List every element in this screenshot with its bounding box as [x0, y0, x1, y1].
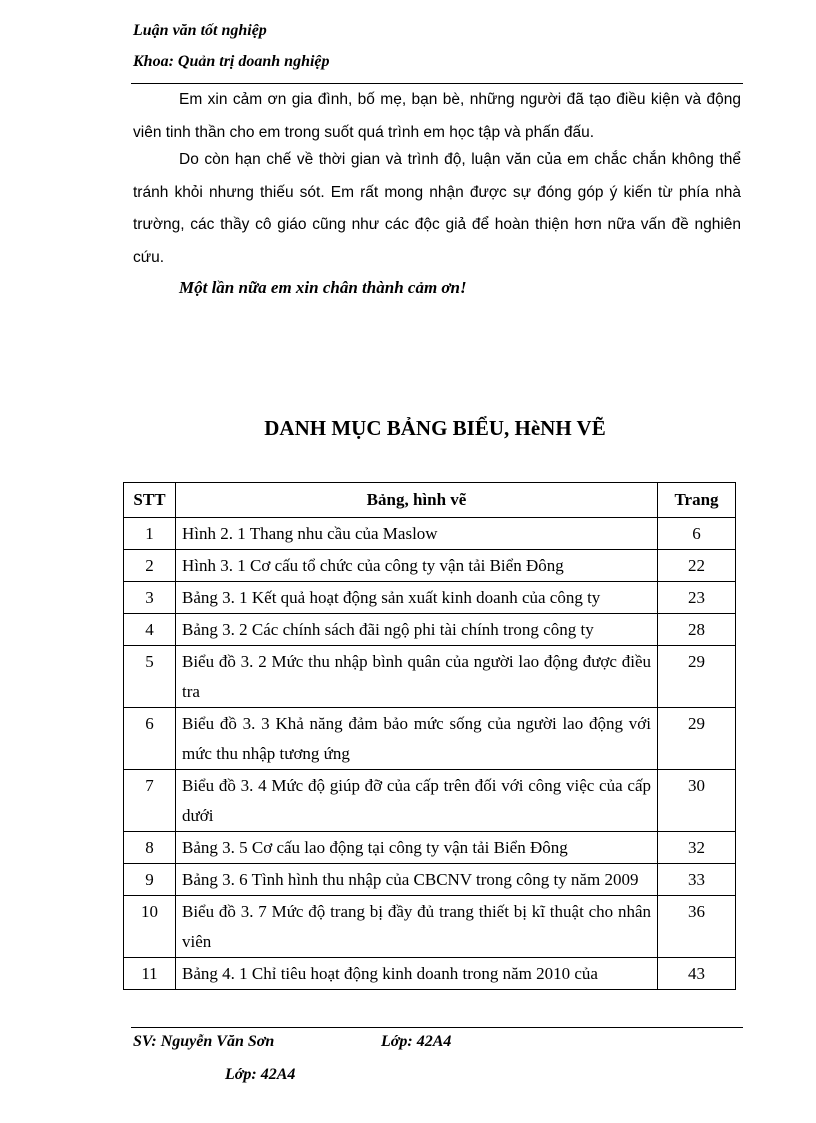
- row-page: 29: [658, 708, 736, 770]
- table-row: [124, 770, 736, 832]
- header-faculty-label: Khoa: Quản trị doanh nghiệp: [133, 53, 330, 70]
- row-stt: 6: [124, 708, 176, 770]
- row-stt: 9: [124, 864, 176, 896]
- figures-table: [123, 482, 736, 990]
- row-page: 22: [658, 550, 736, 582]
- row-stt: 1: [124, 518, 176, 550]
- table-header-row: [124, 483, 736, 518]
- footer-divider: [131, 1027, 743, 1028]
- row-title: Bảng 3. 5 Cơ cấu lao động tại công ty vận tải Biển Đông: [176, 832, 658, 864]
- row-title: Biểu đồ 3. 3 Khả năng đảm bảo mức sống của người lao động với mức thu nhập tương ứng: [176, 708, 658, 770]
- row-stt: 2: [124, 550, 176, 582]
- table-row: [124, 614, 736, 646]
- row-title: Bảng 3. 2 Các chính sách đãi ngộ phi tài chính trong công ty: [176, 614, 658, 646]
- row-title: Bảng 4. 1 Chỉ tiêu hoạt động kinh doanh trong năm 2010 của: [176, 958, 658, 990]
- row-stt: 4: [124, 614, 176, 646]
- table-row: [124, 958, 736, 990]
- footer-class-repeat: Lớp: 42A4: [225, 1066, 296, 1083]
- column-header-page: Trang: [658, 483, 736, 518]
- footer-student-name: SV: Nguyễn Văn Sơn: [133, 1033, 275, 1050]
- row-page: 32: [658, 832, 736, 864]
- paragraph-thanks-family: Em xin cảm ơn gia đình, bố mẹ, bạn bè, những người đã tạo điều kiện và động viên tinh thần cho em trong suốt quá trình em học tập và phấn đấu.: [133, 91, 741, 141]
- row-stt: 8: [124, 832, 176, 864]
- row-title: Bảng 3. 1 Kết quả hoạt động sản xuất kinh doanh của công ty: [176, 582, 658, 614]
- list-of-figures-title: DANH MỤC BẢNG BIỂU, HèNH VẼ: [264, 416, 606, 440]
- row-title: Biểu đồ 3. 2 Mức thu nhập bình quân của người lao động được điều tra: [176, 646, 658, 708]
- table-row: [124, 518, 736, 550]
- paragraph-limitations: Do còn hạn chế về thời gian và trình độ, luận văn của em chắc chắn không thể tránh khỏi nhưng thiếu sót. Em rất mong nhận được sự đóng góp ý kiến từ phía nhà trường, các thầy cô giáo cũng như các độc giả để hoàn thiện hơn nữa vấn đề nghiên cứu.: [133, 151, 741, 266]
- row-title: Hình 2. 1 Thang nhu cầu của Maslow: [176, 518, 658, 550]
- figures-table-body: [124, 518, 736, 990]
- table-row: [124, 896, 736, 958]
- table-row: [124, 582, 736, 614]
- table-row: [124, 832, 736, 864]
- row-page: 28: [658, 614, 736, 646]
- row-page: 36: [658, 896, 736, 958]
- row-stt: 3: [124, 582, 176, 614]
- row-page: 29: [658, 646, 736, 708]
- closing-thanks: Một lần nữa em xin chân thành cảm ơn!: [179, 278, 467, 297]
- table-row: [124, 708, 736, 770]
- column-header-item: Bảng, hình vẽ: [176, 483, 658, 518]
- row-page: 33: [658, 864, 736, 896]
- row-stt: 5: [124, 646, 176, 708]
- row-stt: 7: [124, 770, 176, 832]
- header-thesis-label: Luận văn tốt nghiệp: [133, 22, 267, 39]
- footer-class: Lớp: 42A4: [381, 1033, 452, 1050]
- row-title: Bảng 3. 6 Tình hình thu nhập của CBCNV trong công ty năm 2009: [176, 864, 658, 896]
- row-stt: 10: [124, 896, 176, 958]
- table-row: [124, 864, 736, 896]
- table-row: [124, 550, 736, 582]
- row-page: 30: [658, 770, 736, 832]
- row-page: 6: [658, 518, 736, 550]
- row-title: Hình 3. 1 Cơ cấu tổ chức của công ty vận tải Biển Đông: [176, 550, 658, 582]
- row-title: Biểu đồ 3. 4 Mức độ giúp đỡ của cấp trên đối với công việc của cấp dưới: [176, 770, 658, 832]
- row-page: 23: [658, 582, 736, 614]
- column-header-stt: STT: [124, 483, 176, 518]
- table-row: [124, 646, 736, 708]
- row-title: Biểu đồ 3. 7 Mức độ trang bị đầy đủ trang thiết bị kĩ thuật cho nhân viên: [176, 896, 658, 958]
- row-stt: 11: [124, 958, 176, 990]
- row-page: 43: [658, 958, 736, 990]
